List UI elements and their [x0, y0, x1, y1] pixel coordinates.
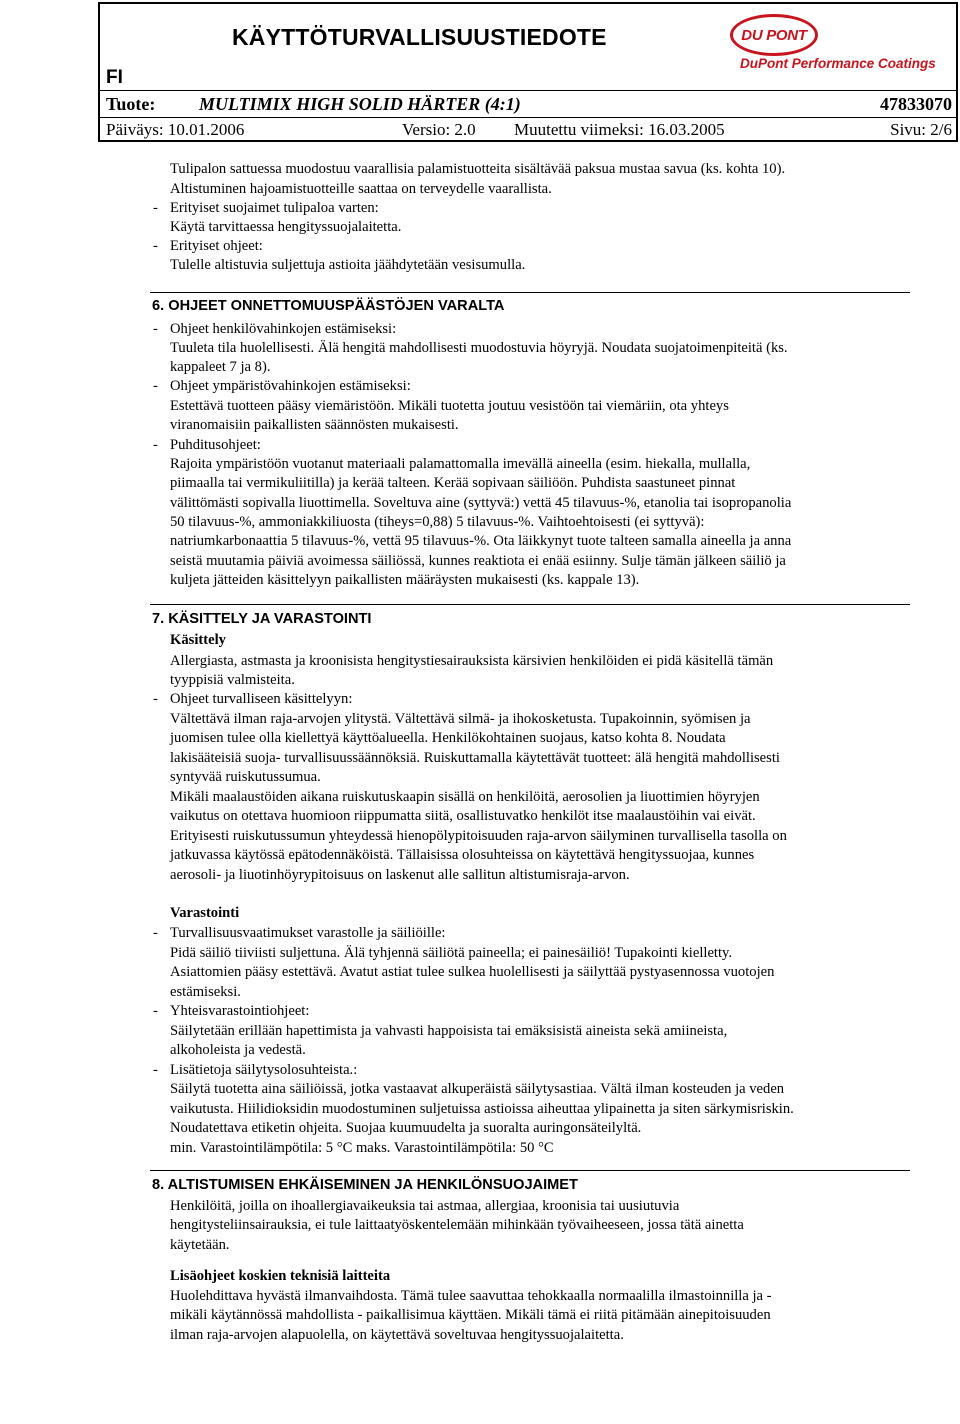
body-text: Tuuleta tila huolellisesti. Älä hengitä mahdollisesti muodostuvia höyryjä. Noudata suojatoimenpiteitä (ks.	[170, 340, 788, 356]
logo-tagline: DuPont Performance Coatings	[740, 56, 936, 71]
list-dash: -	[153, 691, 158, 707]
subsection-title: Lisäohjeet koskien teknisiä laitteita	[170, 1268, 391, 1284]
body-text: kuljeta jätteiden käsittelyyn paikallisten määräysten mukaisesti (ks. kappale 13).	[170, 572, 640, 588]
body-text: juomisen tulee olla kiellettyä käyttöalueella. Henkilökohtainen suojaus, katso kohta 8. Noudata	[170, 730, 726, 746]
subsection-title: Käsittely	[170, 632, 226, 648]
body-text: Erityisesti ruiskutussumun yhteydessä hienopölypitoisuuden raja-arvon säilyminen turvallisella tasolla on	[170, 828, 787, 844]
body-text: mikäli käytännössä mahdollista - paikallisimua käyttäen. Mikäli tämä ei riitä pitämään ainepitoisuuden	[170, 1307, 771, 1323]
body-text: Mikäli maalaustöiden aikana ruiskutuskaapin sisällä on henkilöitä, aerosolien ja liuottimien höyryjen	[170, 789, 760, 805]
body-text: min. Varastointilämpötila: 5 °C maks. Varastointilämpötila: 50 °C	[170, 1140, 554, 1156]
body-text: 50 tilavuus-%, ammoniakkiliuosta (tiheys=0,88) 5 tilavuus-%. Vaihtoehtoisesti (ei syttyvä):	[170, 514, 705, 530]
header-divider	[100, 90, 956, 91]
body-text: tyyppisiä valmisteita.	[170, 672, 295, 688]
section-rule	[150, 1170, 910, 1171]
list-label: Erityiset suojaimet tulipaloa varten:	[170, 200, 379, 216]
body-text: Rajoita ympäristöön vuotanut materiaali palamattomalla imevällä aineella (esim. hiekalla, mullalla,	[170, 456, 751, 472]
list-dash: -	[153, 378, 158, 394]
body-text: viranomaisiin paikallisten säännösten mukaisesti.	[170, 417, 459, 433]
document-header	[98, 2, 958, 142]
body-text: Vältettävä ilman raja-arvojen ylitystä. Vältettävä silmä- ja ihokosketusta. Tupakoinnin, syömisen ja	[170, 711, 751, 727]
list-label: Lisätietoja säilytysolosuhteista.:	[170, 1062, 358, 1078]
body-text: estämiseksi.	[170, 984, 241, 1000]
body-text: kappaleet 7 ja 8).	[170, 359, 271, 375]
body-text: Asiattomien pääsy estettävä. Avatut astiat tulee sulkea huolellisesti ja säilyttää pystyasennossa vuotojen	[170, 964, 775, 980]
list-dash: -	[153, 238, 158, 254]
list-dash: -	[153, 1062, 158, 1078]
body-text: vaikutus on otettava huomioon riippumatta siitä, osallistuvatko henkilöt itse maalaustöihin vai eivät.	[170, 808, 756, 824]
body-text: hengitysteliinsairauksia, ei tule laittaatyöskentelemään mihinkään työvaiheeseen, jossa tätä ainetta	[170, 1217, 744, 1233]
subsection-title: Varastointi	[170, 905, 240, 921]
list-dash: -	[153, 925, 158, 941]
body-text: Estettävä tuotteen pääsy viemäristöön. Mikäli tuotetta joutuu vesistöön tai viemäriin, ota yhteys	[170, 398, 729, 414]
list-label: Yhteisvarastointiohjeet:	[170, 1003, 310, 1019]
list-label: Ohjeet turvalliseen käsittelyyn:	[170, 691, 353, 707]
body-text: Säilytä tuotetta aina säiliöissä, jotka vastaavat alkuperäistä säilytysastiaa. Vältä ilman kosteuden ja veden	[170, 1081, 785, 1097]
body-text: käytetään.	[170, 1237, 230, 1253]
section-heading: 6. OHJEET ONNETTOMUUSPÄÄSTÖJEN VARALTA	[152, 298, 505, 314]
body-text: aerosoli- ja liuotinhöyrypitoisuus on laskenut alle sallitun altistumisraja-arvon.	[170, 867, 630, 883]
body-text: välittömästi sopivalla liuottimella. Soveltuva aine (syttyvä:) vettä 45 tilavuus-%, etanolia tai isopropanolia	[170, 495, 792, 511]
list-label: Erityiset ohjeet:	[170, 238, 263, 254]
body-text: Huolehdittava hyvästä ilmanvaihdosta. Tämä tulee saavuttaa tehokkaalla normaalilla ilmastoinnilla ja -	[170, 1288, 772, 1304]
dupont-oval-logo-icon: DU PONT	[730, 14, 818, 56]
body-text: Käytä tarvittaessa hengityssuojalaitetta.	[170, 219, 402, 235]
list-label: Turvallisuusvaatimukset varastolle ja säiliöille:	[170, 925, 446, 941]
dupont-logo	[730, 14, 948, 78]
list-label: Ohjeet ympäristövahinkojen estämiseksi:	[170, 378, 411, 394]
body-text: vaikutusta. Hiilidioksidin muodostuminen suljetuissa astioissa aiheuttaa ylipainetta ja siten särkymisriskin.	[170, 1101, 794, 1117]
meta-row	[106, 120, 952, 142]
body-text: Noudatettava etiketin ohjeita. Suojaa kuumuudelta ja suoralta auringonsäteilyltä.	[170, 1120, 642, 1136]
issue-date: Päiväys: 10.01.2006	[106, 120, 245, 139]
list-dash: -	[153, 1003, 158, 1019]
body-text: piimaalla tai vermikuliitilla) ja kerää talteen. Kerää sopivaan säiliöön. Puhdista saastuneet pinnat	[170, 475, 736, 491]
list-dash: -	[153, 437, 158, 453]
body-text: lakisääteisiä suoja- turvallisuussäännöksiä. Ruiskuttamalla käytettävät tuotteet: älä hengitä mahdollisesti	[170, 750, 780, 766]
page-number: Sivu: 2/6	[890, 120, 952, 139]
body-text: ilman raja-arvojen alapuolella, on käytettävä soveltuvaa hengityssuojalaitetta.	[170, 1327, 624, 1343]
body-text: seistä muutamia päiviä avoimessa säiliössä, kunnes reaktiota ei enää esiinny. Sulje tämän jälkeen säiliö ja	[170, 553, 786, 569]
body-text: syntyvää ruiskutussumua.	[170, 769, 321, 785]
list-label: Puhditusohjeet:	[170, 437, 261, 453]
product-name: MULTIMIX HIGH SOLID HÄRTER (4:1)	[199, 94, 521, 114]
version: Versio: 2.0	[402, 120, 476, 139]
product-code: 47833070	[880, 94, 952, 114]
body-text: Pidä säiliö tiiviisti suljettuna. Älä tyhjennä säiliötä paineella; ei painesäiliö! Tupakointi kielletty.	[170, 945, 733, 961]
section-heading: 7. KÄSITTELY JA VARASTOINTI	[152, 611, 372, 627]
body-text: Tulipalon sattuessa muodostuu vaarallisia palamistuotteita sisältävää paksua mustaa savua (ks. kohta 10).	[170, 161, 786, 177]
product-label: Tuote:	[106, 94, 156, 114]
body-text: Altistuminen hajoamistuotteille saattaa on terveydelle vaarallista.	[170, 181, 552, 197]
body-text: Säilytetään erillään hapettimista ja vahvasti happoisista tai emäksisistä aineista sekä amiineista,	[170, 1023, 728, 1039]
body-text: jatkuvassa käytössä epätodennäköistä. Tällaisissa olosuhteissa on käytettävä hengityssuojaa, kunnes	[170, 847, 755, 863]
document-title: KÄYTTÖTURVALLISUUSTIEDOTE	[232, 24, 607, 50]
section-heading: 8. ALTISTUMISEN EHKÄISEMINEN JA HENKILÖNSUOJAIMET	[152, 1177, 578, 1193]
body-text: alkoholeista ja vedestä.	[170, 1042, 306, 1058]
section-rule	[150, 604, 910, 605]
country-code: FI	[106, 67, 123, 88]
list-dash: -	[153, 200, 158, 216]
section-rule	[150, 292, 910, 293]
body-text: Henkilöitä, joilla on ihoallergiavaikeuksia tai astmaa, allergiaa, kroonisia tai uusiutuvia	[170, 1198, 680, 1214]
modified-date: Muutettu viimeksi: 16.03.2005	[514, 120, 725, 139]
product-row	[106, 94, 952, 116]
list-dash: -	[153, 321, 158, 337]
list-label: Ohjeet henkilövahinkojen estämiseksi:	[170, 321, 397, 337]
body-text: Allergiasta, astmasta ja kroonisista hengitystiesairauksista kärsivien henkilöiden ei pidä käsitellä tämän	[170, 653, 774, 669]
header-divider	[100, 117, 956, 118]
body-text: Tulelle altistuvia suljettuja astioita jäähdytetään vesisumulla.	[170, 257, 526, 273]
body-text: natriumkarbonaattia 5 tilavuus-%, vettä 95 tilavuus-%. Ota läikkynyt tuote talteen samalla aineella ja anna	[170, 533, 792, 549]
sidebar-code	[0, 1290, 14, 1420]
